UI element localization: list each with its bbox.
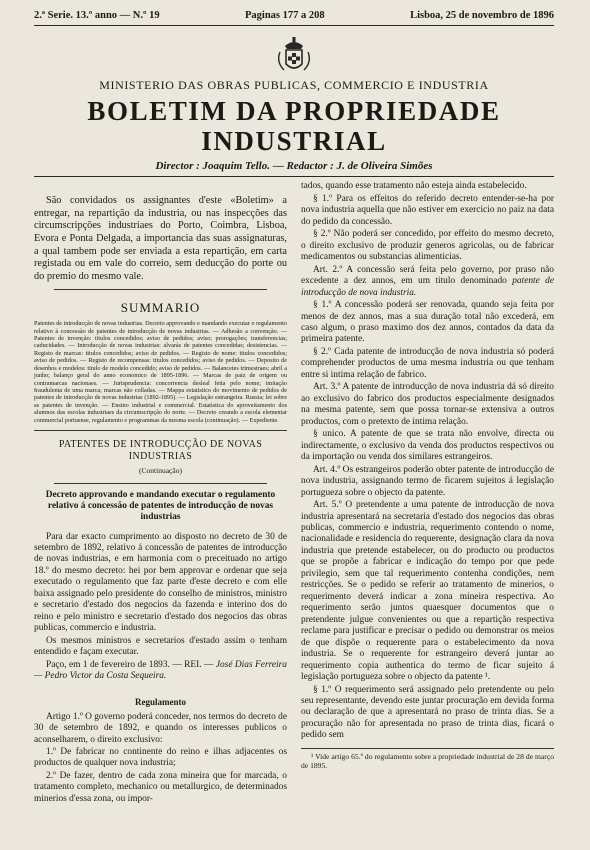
- article-paragraph: Art. 5.º O pretendente a uma patente de introducção de nova industria apresentará na secretaria d'estado dos negocios das obras publicas, commercio e industria, requerimento contendo o nome, nacionalidade e residencia do requerente, designação clara da nova industria que pretende estabelecer, ou do producto ou productos que se propõe a fabricar e indicação do tempo por que pede privilegio, sem que tal requerimento contenha condições, nem restricções. Se o pedido se referir ao tratamento de minerios, o requerimento deverá indicar a zona mineira respectiva. Ao requerimento serão juntos quaesquer documentos que o pretendente julgue convenientes ou que a repartição respectiva reclame para justificar e precisar o pedido ou demonstrar os meios de que dispõe o requerente para o estabelecimento da nova industria. Se o requerente for estrangeiro deverá juntar ao requerimento copia authentica do termo de ficar sujeito á legislação portugueza sobre o objecto da patente ¹.: [301, 500, 554, 683]
- article-paragraph: Art. 4.º Os estrangeiros poderão obter patente de introducção de nova industria, assignando termo de ficarem sujeitos á legislação portugueza sobre o objecto da patente.: [301, 464, 554, 498]
- divider: [54, 483, 267, 484]
- article-paragraph: [301, 265, 554, 299]
- editors-line: Director : Joaquim Tello. — Redactor : J. de Oliveira Simões: [34, 160, 554, 177]
- decree-title: Decreto approvando e mandando executar o regulamento relativo á concessão de patentes de introducção de novas industrias: [45, 489, 276, 523]
- masthead-title: BOLETIM DA PROPRIEDADE INDUSTRIAL: [87, 96, 501, 156]
- patents-section-title: PATENTES DE INTRODUCÇÃO DE NOVAS INDUSTRIAS: [58, 439, 263, 463]
- article-paragraph: Art. 3.º A patente de introducção de nova industria dá só direito ao exclusivo do fabrico dos productos especialmente designados na mesma patente, sem que possa tornar-se extensiva a outros productos, com o pretexto de intima relação.: [301, 382, 554, 427]
- decree-signatories: José Dias Ferreira — Pedro Victor da Costa Sequeira.: [34, 659, 287, 682]
- article-paragraph: § 1.º A concessão poderá ser renovada, quando seja feita por menos de dez annos, mas a sua duração total não excederá, em caso algum, o praso maximo dos dez annos, contados da data da primeira patente.: [301, 300, 554, 345]
- two-column-body: [34, 181, 554, 806]
- divider: [34, 430, 287, 431]
- summary-title: SUMMARIO: [120, 300, 201, 316]
- regulation-heading: Regulamento: [135, 696, 186, 707]
- article-emphasis: patente de introducção de nova industria.: [301, 276, 555, 298]
- article-paragraph: § 1.º O requerimento será assignado pelo pretendente ou pelo seu representante, devendo este juntar procuração em devida forma ou declaração de que a apresentará no praso de trinta dias. Se a procuração não for apresentada no praso de trinta dias, ficará o pedido sem: [301, 684, 554, 741]
- decree-paragraph: Para dar exacto cumprimento ao disposto no decreto de 30 de setembro de 1892, relativo á concessão de patentes de introducção de novas industrias, e em harmonia com o preceituado no artigo 18.º do mesmo decreto: hei por bem approvar e ordenar que seja executado o regulamento que faz parte d'este decreto e com elle baixa assignado pelo presidente do conselho de ministros, ministro e secretario d'estado dos negocios da fazenda e interino dos do reino e pelo ministro e secretario d'estado dos negocios das obras publicas, commercio e industria.: [34, 531, 287, 634]
- issue-date: Lisboa, 25 de novembro de 1896: [410, 10, 554, 21]
- article-paragraph: § unico. A patente de que se trata não envolve, directa ou indirectamente, o exclusivo da venda dos productos respectivos ou da importação ou venda dos similares estrangeiros.: [301, 429, 554, 463]
- ministry-name: MINISTERIO DAS OBRAS PUBLICAS, COMMERCIO E INDUSTRIA: [99, 78, 489, 92]
- issue-series: 2.ª Serie. 13.º anno — N.º 19: [34, 10, 160, 21]
- article-paragraph: § 2.º Cada patente de introducção de nova industria só poderá comprehender productos de uma mesma industria ou que tenham entre si intima relação de fabrico.: [301, 346, 554, 380]
- left-column: [34, 181, 287, 806]
- article-paragraph: 1.º De fabricar no continente do reino e ilhas adjacentes os productos de qualquer nova industria;: [34, 747, 287, 769]
- footnote: [301, 748, 554, 770]
- article-paragraph: tados, quando esse tratamento não esteja ainda estabelecido.: [301, 181, 527, 192]
- issue-header: [34, 10, 554, 26]
- article-paragraph: Artigo 1.º O governo poderá conceder, nos termos do decreto de 30 de setembro de 1892, e quando os interesses publicos o aconselharem, o direito exclusivo:: [34, 711, 287, 745]
- issue-pages: Paginas 177 a 208: [245, 10, 325, 21]
- continuation-label: (Continuação): [139, 465, 182, 475]
- summary-text: Patentes de introducção de novas industrias. Decreto approvando e mandando executar o regulamento relativo á concessão de patentes de introducção de novas industrias. — Adhesão a convenção. — Patentes de invenção: titulos concedidos; aviso de pedidos; aviso; prorogações; transferencias; caducidades. — Introducção de novas industrias: alvarás de patentes concedidas; desistencias. — Registo de marcas: titulos concedidos; aviso de pedidos. — Registo de nome: titulos concedidos; aviso de pedidos. — Registo de recompensas: titulos concedidos; aviso de pedidos. — Deposito de desenhos e modelos: titulo de modelo concedido; aviso de pedidos. — Balancetes trimestraes; abril a junho; balanço geral do anno economico de 1895-1896. — Marcas de paiz de origem ou contramarcas nacionaes. — Jurisprudencia: concorrencia desleal feita pelo nome; imitação fraudulenta de uma marca; marcas não colladas. — Mappa estatistico do movimento de pedidos de patentes de introducção de novas industrias (1892-1895). — Legislação estrangeira. Russia; lei sobre as patentes de invenção. — Ensino industrial e commercial. Estatistica do aproveitamento dos alumnos das escolas industriaes da circumscripção do norte. — Decreto creando a escola elementar commercial portuense, regulamento e programmas da mesma escola (continuação). — Expediente.: [34, 320, 287, 424]
- decree-paragraph: Os mesmos ministros e secretarios d'estado assim o tenham entendido e façam executar.: [34, 635, 287, 658]
- divider: [54, 289, 267, 290]
- decree-date: Paço, em 1 de fevereiro de 1893. — REI. —: [46, 659, 214, 670]
- right-column: [301, 181, 554, 806]
- article-paragraph: § 2.º Não poderá ser concedido, por effeito do mesmo decreto, o direito exclusivo de produzir generos agricolas, ou de fabricar medicamentos ou substancias alimenticias.: [301, 229, 554, 263]
- article-text: Art. 2.º A concessão será feita pelo governo, por praso não excedente a dez annos, em um titulo denominado: [301, 264, 554, 287]
- decree-signature-line: [34, 660, 287, 683]
- footnote-text: ¹ Vide artigo 65.º do regulamento sobre a propriedade industrial de 28 de março de 1895.: [301, 751, 554, 770]
- subscription-notice: São convidados os assignantes d'este «Boletim» a entregar, na repartição da industria, ou nas inspecções das circumscripções industriaes do Porto, Coimbra, Lisboa, Evora e Ponta Delgada, a importancia das suas assignaturas, a qual tambem pode ser enviada a esta repartição, em carta registada ou em vale do correio, sem deducção do porte ou do premio do mesmo vale.: [34, 195, 287, 282]
- article-paragraph: § 1.º Para os effeitos do referido decreto entender-se-ha por nova industria aquella que não estiver em exercicio no paiz na data do pedido da concessão.: [301, 193, 554, 227]
- article-paragraph: 2.º De fazer, dentro de cada zona mineira que for marcada, o tratamento completo, mechanico ou metallurgico, de determinados minerios d'essa zona, ou impor-: [34, 770, 287, 804]
- royal-crest-icon: [272, 36, 316, 76]
